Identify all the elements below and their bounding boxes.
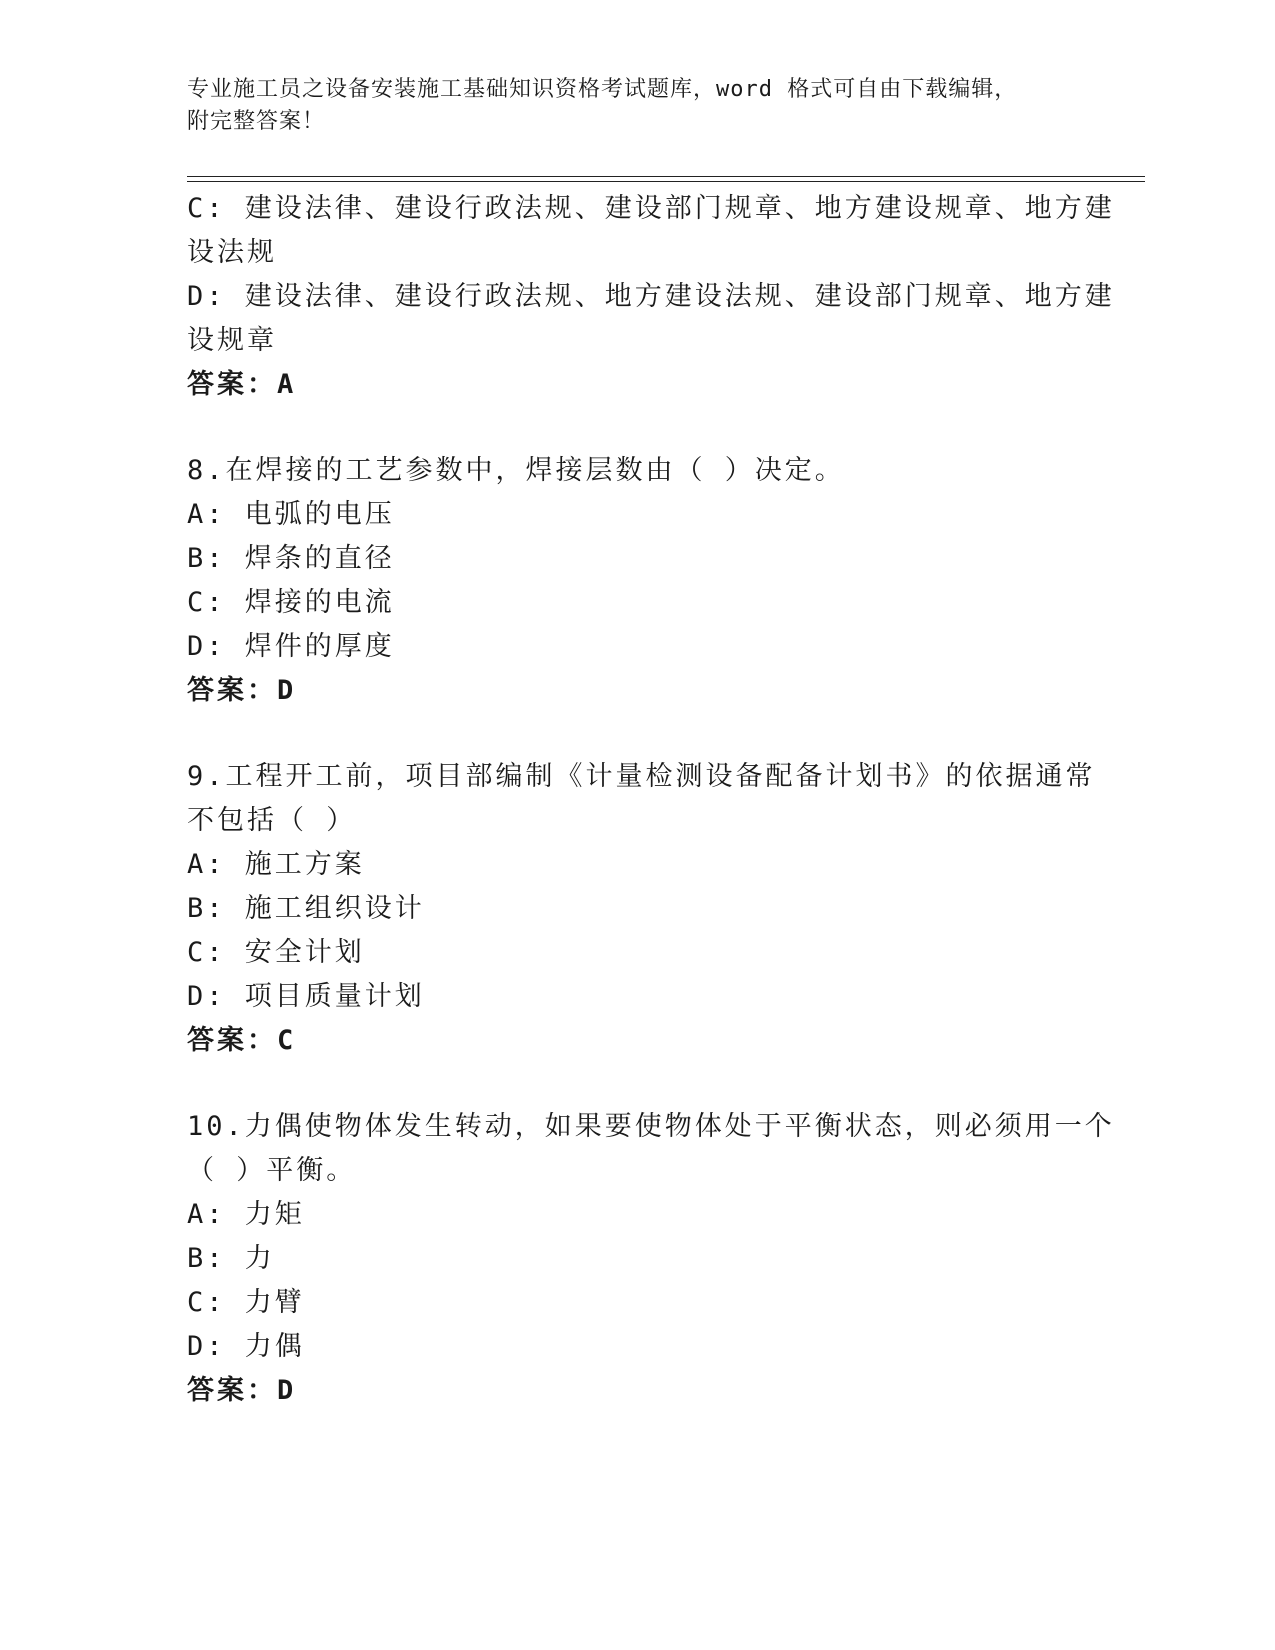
q8-stem: 8.在焊接的工艺参数中，焊接层数由（ ）决定。 — [187, 455, 845, 486]
header-line-2: 附完整答案！ — [187, 109, 326, 134]
q8-answer: 答案：D — [187, 675, 297, 706]
q8-option-b: B: 焊条的直径 — [187, 543, 395, 574]
q7-option-d-line-1: D: 建设法律、建设行政法规、地方建设法规、建设部门规章、地方建 — [187, 281, 1115, 312]
q10-option-d: D: 力偶 — [187, 1331, 305, 1362]
q9-stem-line-1: 9.工程开工前，项目部编制《计量检测设备配备计划书》的依据通常 — [187, 761, 1096, 792]
q7-option-c-line-2: 设法规 — [187, 237, 277, 268]
q9-option-b: B: 施工组织设计 — [187, 893, 425, 924]
q10-option-a: A: 力矩 — [187, 1199, 305, 1230]
q8-option-c: C: 焊接的电流 — [187, 587, 395, 618]
q8-option-d: D: 焊件的厚度 — [187, 631, 395, 662]
header-divider — [187, 176, 1145, 182]
q9-option-d: D: 项目质量计划 — [187, 981, 425, 1012]
q10-answer: 答案：D — [187, 1375, 297, 1406]
q7-answer: 答案：A — [187, 369, 297, 400]
q10-stem-line-1: 10.力偶使物体发生转动，如果要使物体处于平衡状态，则必须用一个 — [187, 1111, 1115, 1142]
q7-option-d-line-2: 设规章 — [187, 325, 277, 356]
q10-option-c: C: 力臂 — [187, 1287, 305, 1318]
header-line-1: 专业施工员之设备安装施工基础知识资格考试题库，word 格式可自由下载编辑， — [187, 77, 1018, 102]
q7-option-c-line-1: C: 建设法律、建设行政法规、建设部门规章、地方建设规章、地方建 — [187, 193, 1115, 224]
document-header — [187, 74, 1087, 138]
q10-stem-line-2: （ ）平衡。 — [187, 1155, 357, 1186]
q8-option-a: A: 电弧的电压 — [187, 499, 395, 530]
q9-stem-line-2: 不包括（ ） — [187, 805, 357, 836]
q10-option-b: B: 力 — [187, 1243, 275, 1274]
q9-option-c: C: 安全计划 — [187, 937, 365, 968]
q9-option-a: A: 施工方案 — [187, 849, 365, 880]
q9-answer: 答案：C — [187, 1025, 297, 1056]
